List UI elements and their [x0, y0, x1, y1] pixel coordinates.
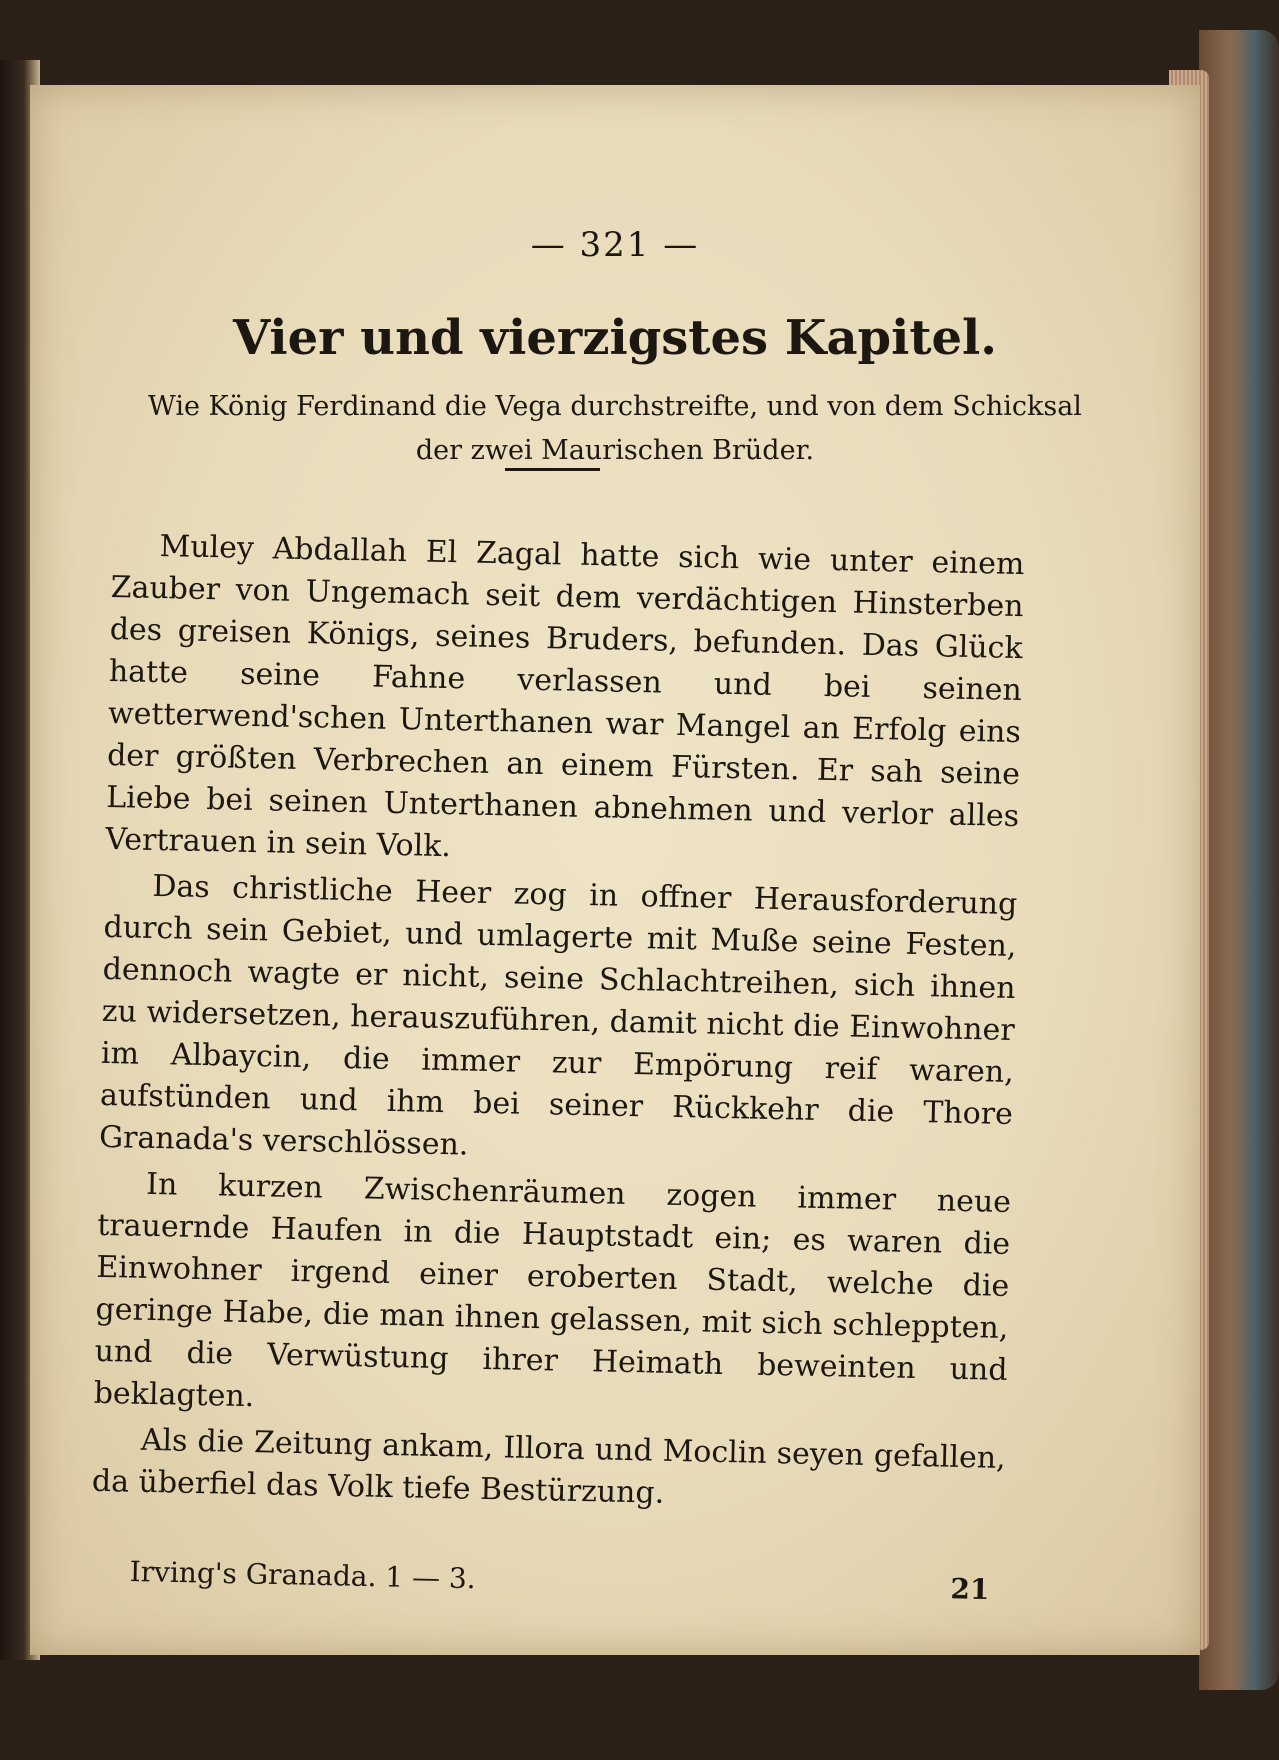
page-number-header: — 321 —: [530, 225, 700, 265]
page-footer: [129, 1555, 1009, 1606]
chapter-title: Vier und vierzigstes Kapitel.: [233, 310, 997, 366]
paragraph: Das christliche Heer zog in offner Herausforderung durch sein Gebiet, und umlagerte mit Muße seine Festen, dennoch wagte er nicht, seine Schlachtreihen, sich ihnen zu widersetzen, herauszuführen, damit nicht die Einwohner im Albaycin, die immer zur Empörung reif waren, aufstünden und ihm bei seiner Rückkehr die Thore Granada's verschlössen.: [98, 868, 1018, 1163]
body-text: [91, 525, 1024, 1526]
book-cover-edge: [1199, 30, 1279, 1690]
paragraph: In kurzen Zwischenräumen zogen immer neue trauernde Haufen in die Hauptstadt ein; es waren die Einwohner irgend einer eroberten Stadt, welche die geringe Habe, die man ihnen gelassen, mit sich schleppten, und die Verwüstung ihrer Heimath beweinten und beklagten.: [93, 1166, 1012, 1415]
footer-title: Irving's Granada. 1 — 3.: [129, 1555, 476, 1596]
paragraph: Als die Zeitung ankam, Illora und Moclin seyen gefallen, da überfiel das Volk tiefe Bestürzung.: [91, 1422, 1007, 1511]
paragraph: Muley Abdallah El Zagal hatte sich wie unter einem Zauber von Ungemach seit dem verdächtigen Hinsterben des greisen Königs, seines Bruders, befunden. Das Glück hatte seine Fahne verlassen und bei seinen wetterwend'schen Unterthanen war Mangel an Erfolg eins der größten Verbrechen an einem Fürsten. Er sah seine Liebe bei seinen Unterthanen abnehmen und verlor alles Vertrauen in sein Volk.: [105, 529, 1025, 865]
signature-mark: 21: [950, 1572, 990, 1607]
section-divider: [505, 468, 600, 471]
book-page: [30, 85, 1200, 1655]
chapter-subtitle: Wie König Ferdinand die Vega durchstreifte, und von dem Schicksal der zwei Maurischen Brüder.: [148, 391, 1082, 466]
